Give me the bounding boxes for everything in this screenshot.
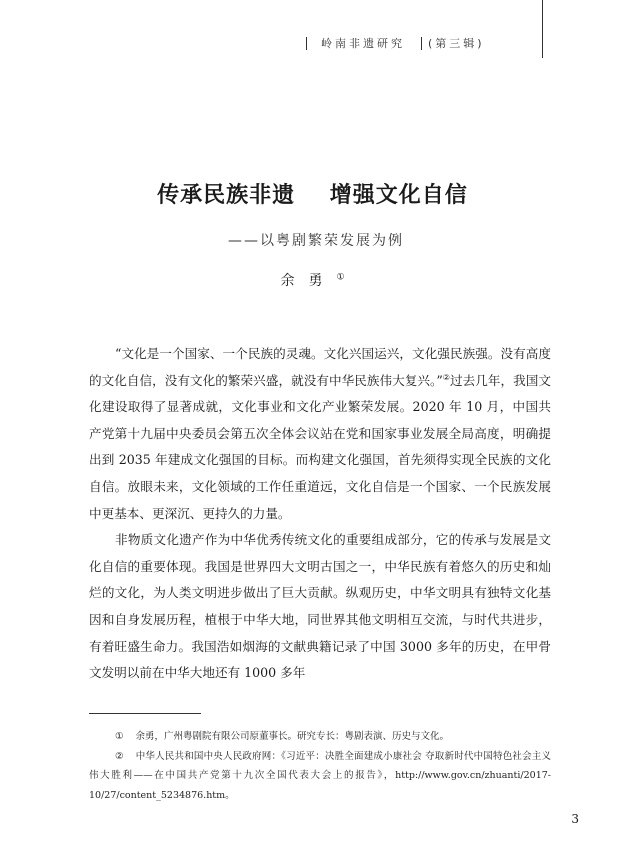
footnote-mark: ② [115, 750, 124, 762]
header-divider [306, 37, 307, 50]
footnote-mark: ① [115, 731, 124, 742]
paragraph-text: 过去几年，我国文化建设取得了显著成就，文化事业和文化产业繁荣发展。2020 年 10 月，中国共产党第十九届中央委员会第五次全体会议站在党和国家事业发展全局高度，明确提出到 2035 年建成文化强国的目标。而构建文化强国，首先须得实现全民族的文化自信。放眼未来，文化领域的工作任重道远，文化自信是一个国家、一个民族发展中更基本、更深沉、更持久的力量。 [89, 372, 552, 521]
footnote-text: 中华人民共和国中央人民政府网：《习近平：决胜全面建成小康社会 夺取新时代中国特色社会主义伟大胜利——在中国共产党第十九次全国代表大会上的报告》，http://www.gov.cn/zhuanti/2017-10/27/content_5234876.htm。 [89, 750, 551, 801]
page-number: 3 [571, 812, 579, 826]
article-subtitle: ——以粤剧繁荣发展为例 [228, 233, 404, 249]
footnote [89, 727, 551, 747]
footnotes [89, 727, 551, 805]
footnote-text: 余勇，广州粤剧院有限公司原董事长。研究专长：粤剧表演、历史与文化。 [135, 731, 450, 742]
footnote-ref[interactable]: ② [442, 372, 451, 382]
paragraph [89, 341, 551, 527]
article-title: 传承民族非遗 增强文化自信 [157, 182, 468, 208]
paragraph: 非物质文化遗产作为中华优秀传统文化的重要组成部分，它的传承与发展是文化自信的重要体现。我国是世界四大文明古国之一，中华民族有着悠久的历史和灿烂的文化，为人类文明进步做出了巨大贡献。纵观历史，中华文明具有独特文化基因和自身发展历程，植根于中华大地，同世界其他文明相互交流，与时代共进步，有着旺盛生命力。我国浩如烟海的文献典籍记录了中国 3000 多年的历史，在甲骨文发明以前在中华大地还有 1000 多年 [89, 532, 551, 681]
footnote-rule [89, 713, 201, 714]
issue-label: (第三辑) [428, 37, 485, 50]
author-name: 余勇 [280, 273, 337, 289]
article-body [89, 341, 551, 687]
footnote [89, 747, 551, 806]
header-vertical-rule [542, 0, 543, 58]
author-footnote-ref[interactable]: ① [336, 272, 345, 283]
author-line [0, 270, 625, 290]
journal-name: 岭南非遗研究 [321, 37, 405, 50]
header-divider [421, 37, 422, 50]
running-header [300, 34, 535, 52]
paragraph-text: “文化是一个国家、一个民族的灵魂。文化兴国运兴，文化强民族强。没有高度的文化自信，没有文化的繁荣兴盛，就没有中华民族伟大复兴。” [89, 346, 551, 388]
